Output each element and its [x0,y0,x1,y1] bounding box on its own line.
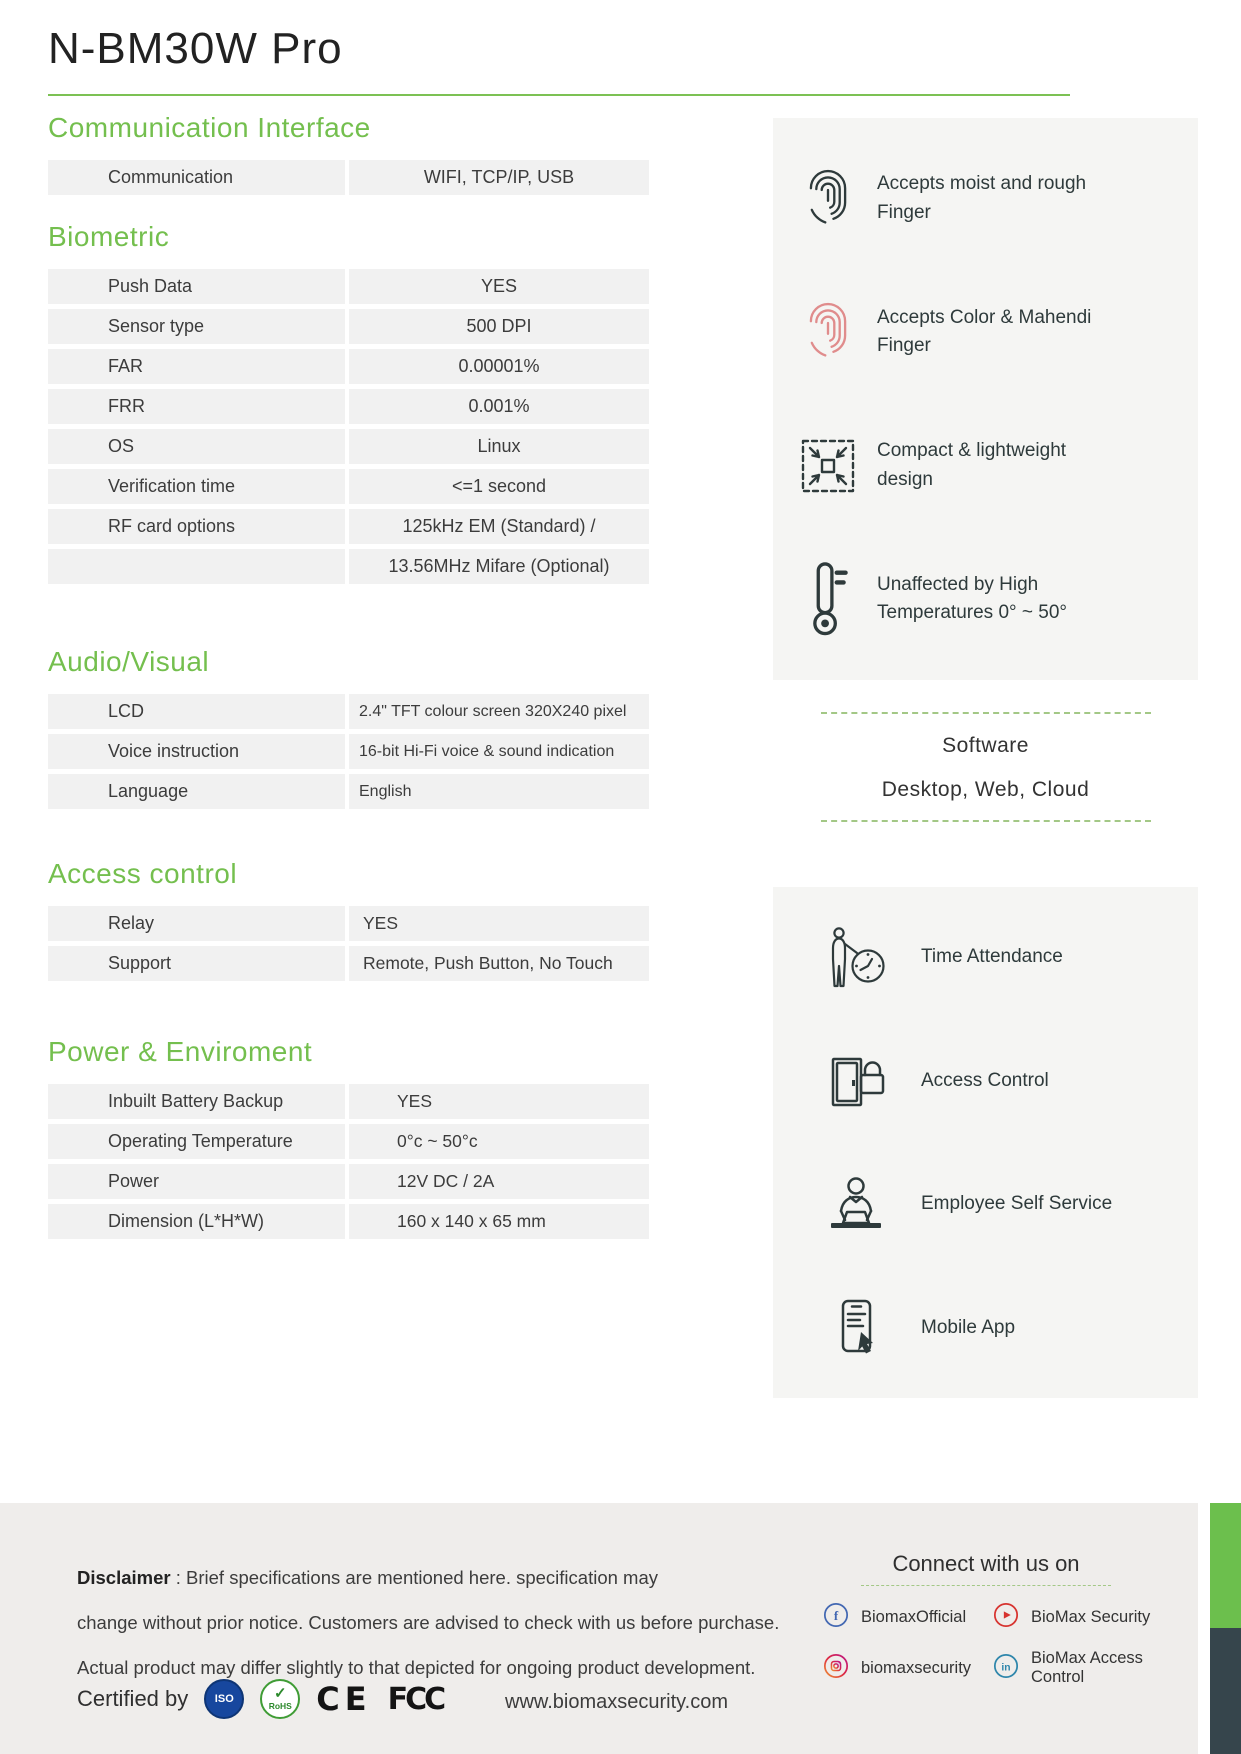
table-row [48,469,649,504]
software-title: Software [942,734,1029,757]
spec-label: Support [48,946,345,981]
employee-self-service-icon [823,1171,889,1237]
dashed-divider [821,712,1151,714]
feature-label: Employee Self Service [921,1193,1113,1215]
footer [0,1503,1198,1754]
social-label: BiomaxOfficial [861,1608,967,1626]
instagram-link[interactable] [823,1649,993,1687]
certifications [77,1679,443,1719]
spec-label [48,549,345,584]
table-row [48,549,649,584]
social-label: BioMax Access Control [1031,1649,1143,1686]
spec-label: RF card options [48,509,345,544]
page-title: N-BM30W Pro [48,24,343,73]
linkedin-link[interactable] [993,1649,1172,1687]
website-link[interactable]: www.biomaxsecurity.com [505,1691,729,1713]
social-links [800,1602,1172,1687]
feature-label: Mobile App [921,1317,1016,1339]
spec-value: 125kHz EM (Standard) / [349,509,649,544]
table-row [48,734,649,769]
social-label: biomaxsecurity [861,1658,972,1677]
spec-label: Verification time [48,469,345,504]
rohs-badge: ✓ RoHS [260,1679,300,1719]
spec-value: 12V DC / 2A [349,1164,649,1199]
feature-row [773,1295,1198,1361]
social-label: BioMax Security [1031,1608,1151,1626]
spec-label: Sensor type [48,309,345,344]
dashed-divider [821,820,1151,822]
table-row [48,694,649,729]
feature-row [773,924,1198,990]
youtube-link[interactable] [993,1602,1172,1633]
spec-label: Voice instruction [48,734,345,769]
table-row [48,906,649,941]
youtube-icon [993,1602,1019,1633]
table-row [48,946,649,981]
table-row [48,309,649,344]
ce-mark: CE [316,1680,372,1718]
instagram-icon [823,1653,849,1684]
spec-label: FRR [48,389,345,424]
spec-label: LCD [48,694,345,729]
spec-label: Communication [48,160,345,195]
table-row [48,429,649,464]
spec-value: 500 DPI [349,309,649,344]
dashed-divider [861,1585,1111,1586]
table-row [48,1164,649,1199]
access-control-table [48,906,649,981]
table-row [48,1124,649,1159]
spec-value: YES [349,906,649,941]
highlight-row [773,295,1198,369]
spec-label: Push Data [48,269,345,304]
feature-label: Time Attendance [921,945,1063,967]
highlight-label: Compact & lightweight design [877,440,1067,490]
feature-label: Access Control [921,1069,1049,1091]
svg-text:f: f [833,1607,839,1623]
fcc-mark: FCC [387,1681,444,1717]
biometric-table [48,269,649,584]
spec-value: 13.56MHz Mifare (Optional) [349,549,649,584]
feature-row [773,1171,1198,1237]
software-platforms: Desktop, Web, Cloud [881,778,1090,801]
spec-value: YES [349,1084,649,1119]
compress-icon [799,429,857,503]
spec-label: FAR [48,349,345,384]
spec-value: 0°c ~ 50°c [349,1124,649,1159]
highlights-panel [773,118,1198,680]
section-heading-biometric: Biometric [48,221,170,252]
time-attendance-icon [823,924,889,990]
table-row [48,349,649,384]
spec-value: 0.00001% [349,349,649,384]
certified-by-label: Certified by [77,1686,189,1711]
spec-value: Linux [349,429,649,464]
table-row [48,774,649,809]
section-heading-power-environment: Power & Enviroment [48,1036,313,1067]
spec-value: English [349,774,649,809]
highlight-row [773,562,1198,636]
facebook-link[interactable] [823,1602,993,1633]
thermometer-icon [799,562,857,636]
spec-value: 16-bit Hi-Fi voice & sound indication [349,734,649,769]
section-heading-communication: Communication Interface [48,112,371,143]
highlight-row [773,429,1198,503]
spec-value: Remote, Push Button, No Touch [349,946,649,981]
linkedin-icon [993,1653,1019,1684]
iso-badge: ISO [204,1679,244,1719]
spec-label: Inbuilt Battery Backup [48,1084,345,1119]
spec-value: WIFI, TCP/IP, USB [349,160,649,195]
spec-value: YES [349,269,649,304]
table-row [48,1204,649,1239]
facebook-icon [823,1602,849,1633]
feature-row [773,1048,1198,1114]
disclaimer-label: Disclaimer [77,1567,171,1588]
section-heading-access-control: Access control [48,858,238,889]
section-heading-audio-visual: Audio/Visual [48,646,210,677]
spec-label: Operating Temperature [48,1124,345,1159]
mobile-app-icon [823,1295,889,1361]
communication-table [48,160,649,195]
highlight-row [773,162,1198,236]
svg-text:in: in [1001,1661,1011,1673]
spec-label: Relay [48,906,345,941]
spec-value: <=1 second [349,469,649,504]
spec-label: Language [48,774,345,809]
highlight-label: Unaffected by High Temperatures 0° ~ 50° [877,573,1067,624]
table-row [48,389,649,424]
spec-value: 2.4" TFT colour screen 320X240 pixel [349,694,649,729]
connect-title: Connect with us on [892,1551,1080,1576]
table-row [48,1084,649,1119]
table-row [48,160,649,195]
features-panel [773,887,1198,1398]
spec-label: Dimension (L*H*W) [48,1204,345,1239]
disclaimer-text: Disclaimer : Brief specifications are mentioned here. specification may change without prior notice. Customers are advised to check with us before purchase. Actual product may differ slightly to that depicted for ongoing product development. [77,1567,780,1678]
highlight-label: Accepts Color & Mahendi Finger [877,306,1092,357]
fingerprint-pink-icon [799,295,857,369]
spec-value: 0.001% [349,389,649,424]
software-block [773,712,1198,822]
connect-block [800,1551,1172,1687]
power-environment-table [48,1084,649,1239]
highlight-label: Accepts moist and rough Finger [877,173,1087,223]
table-row [48,269,649,304]
spec-value: 160 x 140 x 65 mm [349,1204,649,1239]
accent-stripe-dark [1210,1628,1241,1754]
fingerprint-icon [799,162,857,236]
spec-label: OS [48,429,345,464]
access-control-icon [823,1048,889,1114]
spec-label: Power [48,1164,345,1199]
spec-column [48,112,649,1244]
audio-visual-table [48,694,649,809]
title-underline [48,94,1070,96]
accent-stripe-green [1210,1503,1241,1628]
table-row [48,509,649,544]
